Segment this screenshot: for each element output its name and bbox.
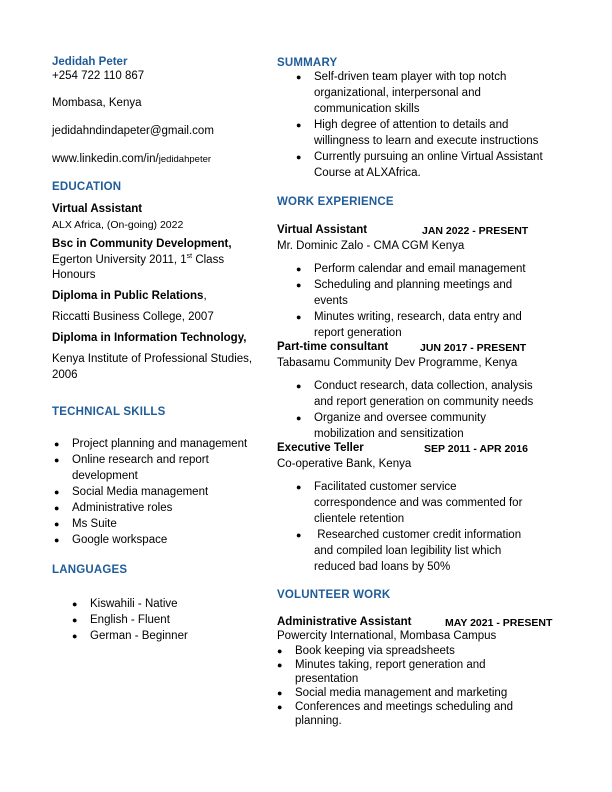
- job-dates: SEP 2011 - APR 2016: [424, 443, 528, 455]
- edu-title-3: [52, 290, 207, 302]
- job-bullet-text: Conduct research, data collection, analysis: [314, 380, 533, 392]
- job-bullet-text: Perform calendar and email management: [314, 263, 526, 275]
- city: Mombasa, Kenya: [52, 97, 142, 109]
- summary-heading: SUMMARY: [277, 57, 338, 69]
- skill-text: Social Media management: [72, 486, 209, 498]
- bullet-icon: ●: [296, 530, 302, 540]
- email[interactable]: jedidahndindapeter@gmail.com: [52, 125, 214, 137]
- phone: +254 722 110 867: [52, 70, 145, 82]
- job-dates: JUN 2017 - PRESENT: [420, 342, 527, 354]
- language-text: English - Fluent: [90, 614, 170, 626]
- bullet-icon: ●: [296, 152, 302, 162]
- languages-heading: LANGUAGES: [52, 564, 128, 576]
- job-bullet-text: Minutes writing, research, data entry and: [314, 311, 522, 323]
- edu-detail-2b: Honours: [52, 269, 96, 281]
- job-org: Mr. Dominic Zalo - CMA CGM Kenya: [277, 240, 465, 252]
- edu-detail-2a-rest: Class: [192, 253, 225, 266]
- job-bullet-text: events: [314, 295, 348, 307]
- job-dates: JAN 2022 - PRESENT: [422, 225, 529, 237]
- skill-text: Ms Suite: [72, 518, 117, 530]
- edu-detail-2a: [52, 253, 224, 266]
- volunteer-heading: VOLUNTEER WORK: [277, 589, 391, 601]
- language-text: German - Beginner: [90, 630, 188, 642]
- job-title: Part-time consultant: [277, 341, 389, 353]
- bullet-icon: ●: [277, 646, 283, 656]
- bullet-icon: ●: [296, 413, 302, 423]
- linkedin[interactable]: [52, 153, 211, 165]
- job-bullet-text: report generation: [314, 327, 402, 339]
- skill-text-cont: development: [72, 470, 138, 482]
- volunteer-title: Administrative Assistant: [277, 616, 412, 628]
- summary-text: High degree of attention to details and: [314, 119, 509, 131]
- volunteer-bullet-text: Book keeping via spreadsheets: [295, 645, 455, 657]
- candidate-name: Jedidah Peter: [52, 56, 128, 68]
- linkedin-handle: jedidahpeter: [158, 154, 212, 165]
- bullet-icon: ●: [72, 631, 78, 641]
- skill-text: Online research and report: [72, 454, 209, 466]
- skill-text: Administrative roles: [72, 502, 173, 514]
- bullet-icon: ●: [54, 519, 60, 529]
- bullet-icon: ●: [296, 312, 302, 322]
- bullet-icon: ●: [54, 503, 60, 513]
- summary-text: Self-driven team player with top notch: [314, 71, 507, 83]
- volunteer-bullet-text: Social media management and marketing: [295, 687, 508, 699]
- job-org: Co-operative Bank, Kenya: [277, 458, 412, 470]
- edu-detail-1: ALX Africa, (On-going) 2022: [52, 219, 184, 231]
- volunteer-bullet-text: presentation: [295, 673, 359, 685]
- bullet-icon: ●: [296, 120, 302, 130]
- bullet-icon: ●: [277, 688, 283, 698]
- edu-detail-2a-text: Egerton University 2011, 1: [52, 253, 187, 266]
- edu-title-3-suffix: ,: [203, 290, 207, 302]
- technical-skills-heading: TECHNICAL SKILLS: [52, 406, 166, 418]
- skill-text: Google workspace: [72, 534, 168, 546]
- edu-title-3-text: Diploma in Public Relations: [52, 290, 204, 302]
- bullet-icon: ●: [296, 264, 302, 274]
- work-experience-heading: WORK EXPERIENCE: [277, 196, 394, 208]
- volunteer-org: Powercity International, Mombasa Campus: [277, 630, 497, 642]
- bullet-icon: ●: [296, 280, 302, 290]
- bullet-icon: ●: [296, 72, 302, 82]
- bullet-icon: ●: [54, 487, 60, 497]
- skill-text: Project planning and management: [72, 438, 248, 450]
- job-bullet-text: clientele retention: [314, 513, 405, 525]
- language-text: Kiswahili - Native: [90, 598, 178, 610]
- bullet-icon: ●: [277, 660, 283, 670]
- job-title: Virtual Assistant: [277, 224, 368, 236]
- volunteer-bullet-text: planning.: [295, 715, 342, 727]
- job-bullet-text: Facilitated customer service: [314, 481, 457, 493]
- job-bullet-text: mobilization and sensitization: [314, 428, 464, 440]
- bullet-icon: ●: [54, 455, 60, 465]
- job-bullet-text: Researched customer credit information: [314, 529, 522, 541]
- edu-detail-4a: Kenya Institute of Professional Studies,: [52, 353, 253, 365]
- bullet-icon: ●: [72, 615, 78, 625]
- summary-text: Currently pursuing an online Virtual Assistant: [314, 151, 543, 163]
- linkedin-prefix: www.linkedin.com/in/: [52, 153, 159, 165]
- edu-detail-3: Riccatti Business College, 2007: [52, 311, 214, 323]
- bullet-icon: ●: [72, 599, 78, 609]
- bullet-icon: ●: [54, 439, 60, 449]
- edu-detail-2a-sup: st: [186, 253, 193, 260]
- bullet-icon: ●: [296, 482, 302, 492]
- job-bullet-text: correspondence and was commented for: [314, 497, 523, 509]
- edu-title-4: Diploma in Information Technology,: [52, 332, 247, 344]
- education-heading: EDUCATION: [52, 181, 122, 193]
- job-bullet-text: Organize and oversee community: [314, 412, 486, 424]
- bullet-icon: ●: [277, 702, 283, 712]
- job-title: Executive Teller: [277, 442, 364, 454]
- bullet-icon: ●: [54, 535, 60, 545]
- volunteer-bullet-text: Minutes taking, report generation and: [295, 659, 486, 671]
- summary-text: Course at ALXAfrica.: [314, 167, 421, 179]
- bullet-icon: ●: [296, 381, 302, 391]
- job-bullet-text: reduced bad loans by 50%: [314, 561, 451, 573]
- job-org: Tabasamu Community Dev Programme, Kenya: [277, 357, 518, 369]
- volunteer-dates: MAY 2021 - PRESENT: [445, 617, 553, 629]
- summary-text: organizational, interpersonal and: [314, 87, 481, 99]
- job-bullet-text: Scheduling and planning meetings and: [314, 279, 513, 291]
- job-bullet-text: and report generation on community needs: [314, 396, 534, 408]
- summary-text: willingness to learn and execute instructions: [314, 135, 539, 147]
- edu-title-1: Virtual Assistant: [52, 203, 143, 215]
- job-bullet-text: and compiled loan legibility list which: [314, 545, 502, 557]
- edu-title-2: Bsc in Community Development,: [52, 238, 232, 250]
- edu-detail-4b: 2006: [52, 369, 78, 381]
- summary-text: communication skills: [314, 103, 420, 115]
- volunteer-bullet-text: Conferences and meetings scheduling and: [295, 701, 514, 713]
